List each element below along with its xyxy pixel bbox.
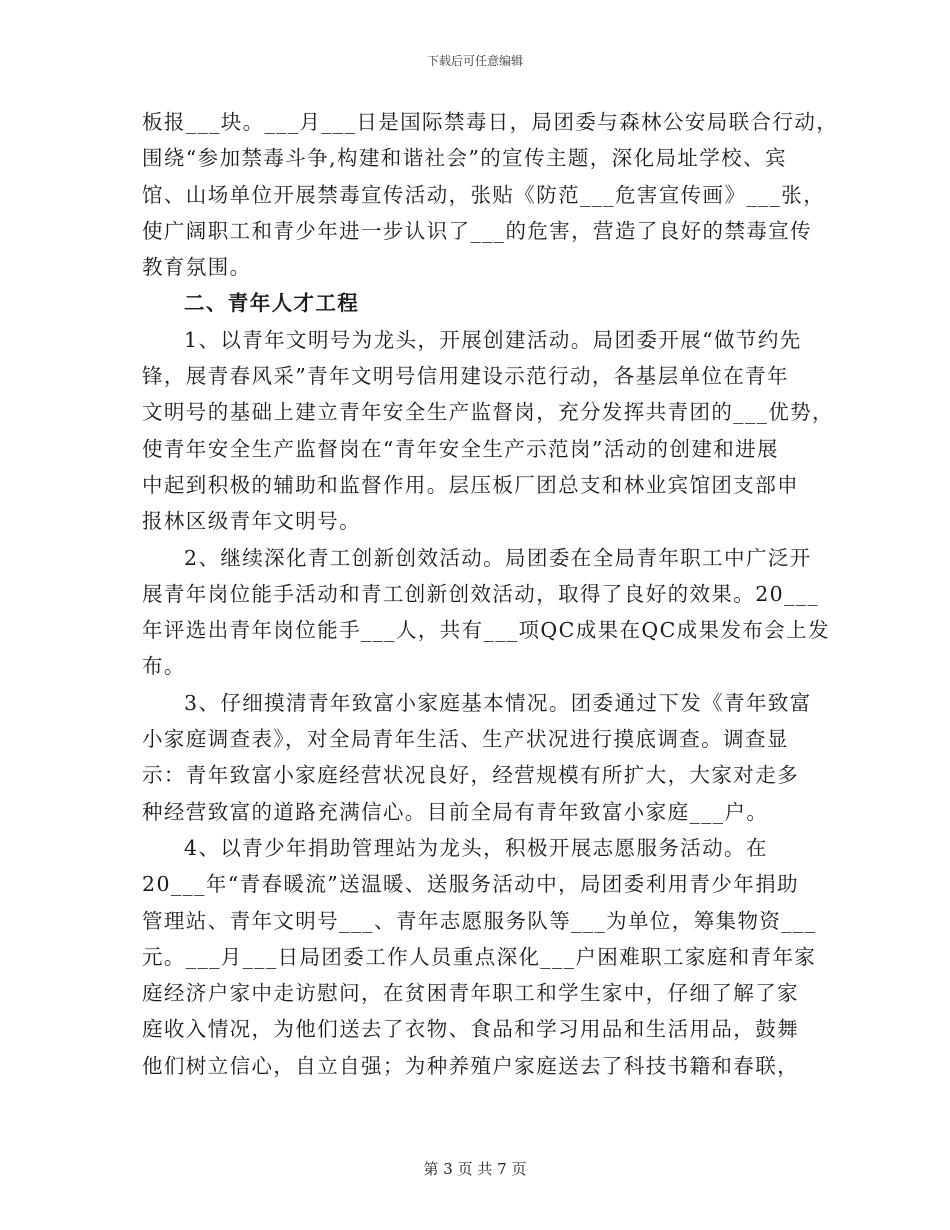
- text-line: 元。___月___日局团委工作人员重点深化___户困难职工家庭和青年家: [142, 944, 817, 969]
- text-line: 文明号的基础上建立青年安全生产监督岗，充分发挥共青团的___优势，: [142, 400, 834, 425]
- text-line: 报林区级青年文明号。: [142, 509, 361, 534]
- text-line: 管理站、青年文明号___、青年志愿服务队等___为单位，筹集物资___: [142, 908, 817, 933]
- paragraph-first-line: 2、继续深化青工创新创效活动。局团委在全局青年职工中广泛开: [184, 545, 812, 570]
- text-line: 板报___块。___月___日是国际禁毒日，局团委与森林公安局联合行动，: [142, 110, 839, 134]
- text-line: 教育氛围。: [142, 255, 252, 280]
- text-line: 使广阔职工和青少年进一步认识了___的危害，营造了良好的禁毒宣传: [142, 218, 813, 243]
- text-line: 小家庭调查表》，对全局青年生活、生产状况进行摸底调查。调查显: [142, 727, 789, 752]
- text-line: 中起到积极的辅助和监督作用。层压板厂团总支和林业宾馆团支部申: [142, 472, 799, 497]
- paragraph-first-line: 3、仔细摸清青年致富小家庭基本情况。团委通过下发《青年致富: [184, 690, 812, 715]
- text-line: 他们树立信心，自立自强；为种养殖户家庭送去了科技书籍和春联，: [142, 1053, 799, 1078]
- paragraph-first-line: 1、以青年文明号为龙头，开展创建活动。局团委开展“做节约先: [184, 327, 802, 352]
- text-line: 种经营致富的道路充满信心。目前全局有青年致富小家庭___户。: [142, 799, 769, 824]
- document-body: [142, 104, 839, 1084]
- text-line: 庭经济户家中走访慰问，在贫困青年职工和学生家中，仔细了解了家: [142, 981, 799, 1006]
- text-line: 展青年岗位能手活动和青工创新创效活动，取得了良好的效果。20___: [142, 581, 820, 606]
- page-header-note: 下载后可任意编辑: [426, 54, 523, 68]
- page-number: 第 3 页 共 7 页: [423, 1160, 527, 1178]
- paragraph-first-line: 4、以青少年捐助管理站为龙头，积极开展志愿服务活动。在: [184, 835, 768, 860]
- text-line: 围绕“参加禁毒斗争,构建和谐社会”的宣传主题，深化局址学校、宾: [142, 146, 787, 171]
- text-line: 使青年安全生产监督岗在“青年安全生产示范岗”活动的创建和进展: [142, 436, 779, 461]
- text-line: 布。: [142, 654, 186, 679]
- text-line: 庭收入情况，为他们送去了衣物、食品和学习用品和生活用品，鼓舞: [142, 1017, 799, 1042]
- text-line: 年评选出青年岗位能手___人，共有___项QC成果在QC成果发布会上发: [142, 618, 830, 643]
- text-line: 示：青年致富小家庭经营状况良好，经营规模有所扩大，大家对走多: [142, 763, 799, 788]
- text-line: 馆、山场单位开展禁毒宣传活动，张贴《防范___危害宣传画》___张，: [142, 182, 826, 207]
- text-line: 20___年“青春暖流”送温暖、送服务活动中，局团委利用青少年捐助: [142, 872, 799, 897]
- text-line: 锋，展青春风采”青年文明号信用建设示范行动，各基层单位在青年: [142, 364, 789, 389]
- section-heading: 二、青年人才工程: [184, 291, 360, 316]
